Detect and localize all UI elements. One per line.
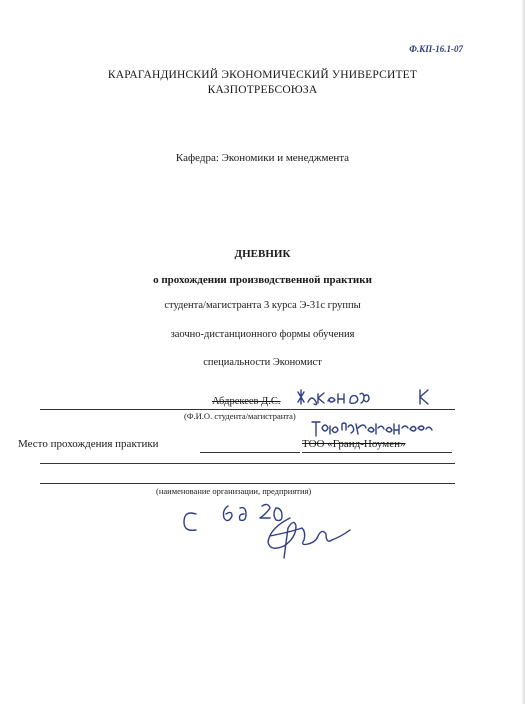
student-name-caption: (Ф.И.О. студента/магистранта) [184, 411, 296, 421]
document-subtitle: о прохождении производственной практики [153, 274, 372, 286]
org-caption: (наименование организации, предприятия) [156, 486, 312, 496]
form-code: Ф.КП-16.1-07 [409, 44, 463, 54]
handwritten-company [312, 422, 432, 436]
study-form-line: заочно-дистанционного формы обучения [170, 329, 355, 340]
document-title: ДНЕВНИК [234, 248, 291, 260]
place-label: Место прохождения практики [18, 438, 159, 450]
handwritten-initial [420, 390, 428, 404]
university-name-line1: КАРАГАНДИНСКИЙ ЭКОНОМИЧЕСКИЙ УНИВЕРСИТЕТ [107, 69, 418, 81]
student-course-line: студента/магистранта 3 курса Э-31с группы [164, 300, 361, 311]
handwritten-date [224, 504, 283, 520]
place-value: ТОО «Гранд-Ноумен» [302, 438, 406, 450]
department: Кафедра: Экономики и менеджмента [175, 152, 350, 164]
handwritten-surname [298, 390, 369, 405]
handwritten-signature [268, 518, 350, 558]
scan-edge [521, 0, 525, 704]
handwritten-grade [184, 513, 196, 530]
university-name-line2: КАЗПОТРЕБСОЮЗА [207, 84, 318, 96]
specialty-line: специальности Экономист [203, 357, 322, 368]
student-name-printed: Абдрекеев Д.С. [212, 396, 281, 407]
